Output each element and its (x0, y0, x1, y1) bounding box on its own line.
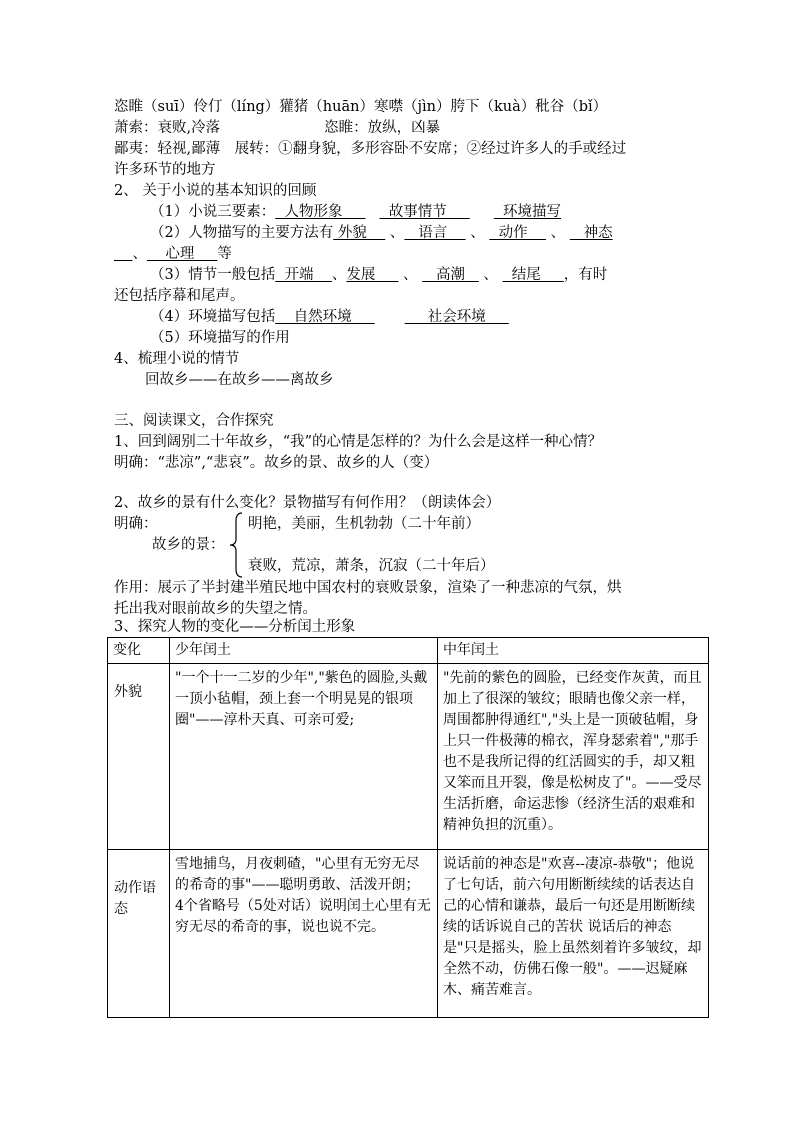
row-label-appearance: 外貌 (108, 664, 170, 850)
table-row (108, 850, 709, 1018)
runtu-comparison-table (107, 637, 709, 1018)
vocab-def-line-2: 鄙夷：轻视,鄙薄 展转：①翻身貌，多形容卧不安席；②经过许多人的手或经过 (114, 141, 627, 157)
table-header-row (108, 638, 709, 664)
section-heading-plot: 4、梳理小说的情节 (114, 351, 240, 367)
table-header-cell: 变化 (108, 638, 170, 664)
answer-psychology: 心理 (146, 246, 218, 262)
answer-ending: 结尾 (502, 267, 564, 283)
item-description-methods-cont (114, 244, 232, 265)
item-suffix: ，有时 (563, 267, 608, 283)
plot-sequence: 回故乡——在故乡——离故乡 (145, 372, 334, 388)
answer-character: 人物形象 (275, 204, 366, 220)
def-zisui: 恣睢：放纵，凶暴 (324, 120, 441, 136)
table-header-cell: 少年闰土 (170, 638, 438, 664)
def-xiaosuo: 萧索：衰败,冷落 (114, 120, 221, 136)
answer-expression: 神态 (569, 225, 613, 241)
scene-before: 明艳，美丽，生机勃勃（二十年前） (248, 516, 480, 532)
scene-after: 衰败，荒凉，萧条，沉寂（二十年后） (248, 558, 495, 574)
answer-exposition: 开端 (275, 267, 332, 283)
vocab-pinyin-line: 恣睢（suī）伶仃（líng）獾猪（huān）寒噤（jìn）胯下（kuà）秕谷（bǐ） (114, 99, 608, 115)
function-line-1: 作用：展示了半封建半殖民地中国农村的衰败景象，渲染了一种悲凉的气氛，烘 (114, 580, 622, 596)
section-heading-novel-basics: 2、 关于小说的基本知识的回顾 (114, 183, 317, 199)
item-plot-stages-cont: 还包括序幕和尾声。 (114, 288, 245, 304)
item-label: （3）情节一般包括 (150, 267, 276, 283)
answer-climax: 高潮 (422, 267, 479, 283)
separator: 、 (546, 225, 570, 241)
vocab-def-line-1 (114, 118, 440, 139)
separator: 、 (478, 267, 503, 283)
cell-text: "先前的紫色的圆脸，已经变作灰黄，而且加上了很深的皱纹；眼睛也像父亲一样，周围都肿得通红","头上是一顶破毡帽，身上只一件极薄的棉衣，浑身瑟索着","那手也不是我所记得的红活圆实的手，却又粗又笨而且开裂，像是松树皮了"。——受尽生活折磨，命运悲惨（经济生活的艰难和精神负担的沉重）。 (443, 670, 702, 833)
separator: 、 (398, 267, 423, 283)
question-3: 3、探究人物的变化——分析闰土形象 (114, 619, 356, 635)
table-cell-young (170, 664, 438, 850)
answer-1: 明确：“悲凉”,“悲哀”。故乡的景、故乡的人（变） (114, 455, 439, 471)
item-label: （2）人物描写的主要方法有 (150, 225, 334, 241)
cell-text: 说话前的神态是"欢喜--凄凉-恭敬"；他说了七句话，前六句用断断续续的话表达自己的心情和谦恭，最后一句还是用断断续续的话诉说自己的苦状 说话后的神态是"只是摇头，脸上虽然刻着许多皱纹，却全然不动，仿佛石像一般"。——迟疑麻木、痛苦难言。 (443, 856, 702, 998)
question-2: 2、故乡的景有什么变化？景物描写有何作用？（朗读体会） (114, 495, 501, 511)
cell-text: 雪地捕鸟，月夜刺碴，"心里有无穷无尽的希奇的事"——聪明勇敢、活泼开朗； 4个省略号（5处对话）说明闰土心里有无穷无尽的希奇的事，说也说不完。 (175, 856, 431, 935)
item-three-elements (150, 202, 561, 223)
table-header-cell: 中年闰土 (438, 638, 709, 664)
separator: 、 (132, 246, 147, 262)
section-heading-reading: 三、阅读课文，合作探究 (114, 413, 274, 429)
item-environment-function: （5）环境描写的作用 (150, 330, 290, 346)
answer-language: 语言 (404, 225, 466, 241)
answer-2-label: 明确： (114, 516, 158, 532)
vocab-def-line-3: 许多环节的地方 (114, 162, 216, 178)
table-cell-middle (438, 664, 709, 850)
separator: 、 (465, 225, 490, 241)
brace-icon (228, 511, 244, 579)
separator: 、 (385, 225, 405, 241)
answer-setting: 环境描写 (493, 204, 561, 220)
answer-development: 发展 (346, 267, 399, 283)
question-1: 1、回到阔别二十年故乡，“我”的心情是怎样的？为什么会是这样一种心情？ (114, 434, 603, 450)
separator: 、 (331, 267, 347, 283)
scene-label: 故乡的景： (152, 537, 225, 553)
item-environment (150, 307, 509, 328)
table-cell-middle (438, 850, 709, 1018)
blank (114, 246, 132, 262)
answer-plot: 故事情节 (379, 204, 470, 220)
answer-appearance: 外貌 (333, 225, 386, 241)
table-row (108, 664, 709, 850)
item-label: （4）环境描写包括 (150, 309, 276, 325)
row-label-action: 动作语态 (108, 850, 170, 1018)
item-description-methods (150, 223, 613, 244)
answer-natural-env: 自然环境 (275, 309, 375, 325)
table-cell-young (170, 850, 438, 1018)
answer-social-env: 社会环境 (404, 309, 509, 325)
answer-action: 动作 (489, 225, 547, 241)
function-line-2: 托出我对眼前故乡的失望之情。 (114, 601, 317, 617)
item-suffix: 等 (217, 246, 232, 262)
item-label: （1）小说三要素： (150, 204, 276, 220)
cell-text: "一个十一二岁的少年","紫色的圆脸,头戴一顶小毡帽，颈上套一个明晃晃的银项圈"——淳朴天真、可亲可爱; (175, 670, 428, 728)
item-plot-stages (150, 265, 607, 286)
